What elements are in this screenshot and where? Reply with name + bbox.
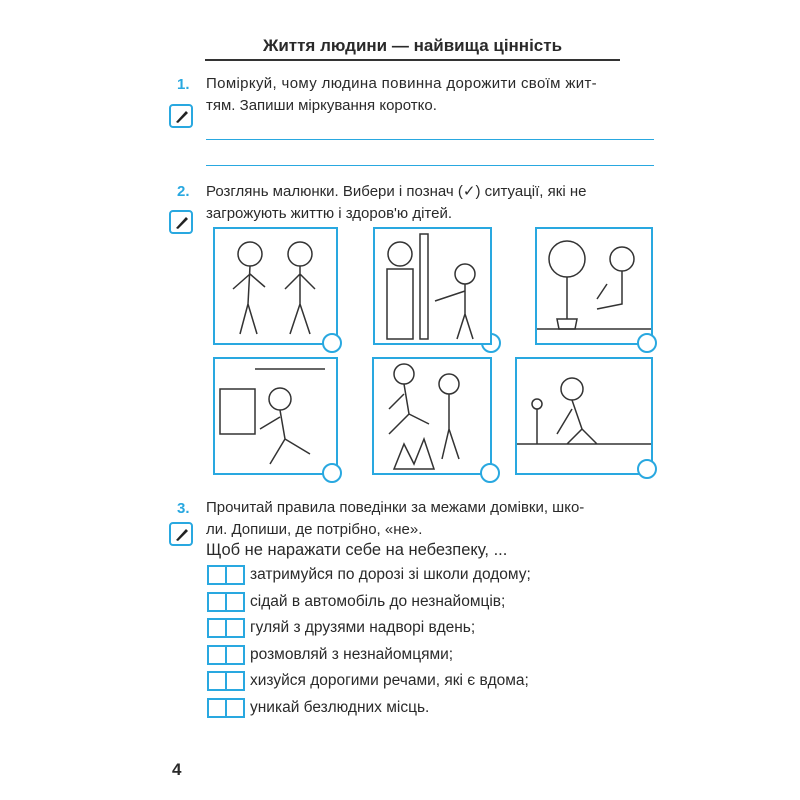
page-number: 4 xyxy=(172,760,182,779)
task-text xyxy=(206,181,586,225)
text-line: Поміркуй, чому людина повинна дорожити своїм жит- xyxy=(206,75,598,92)
picture-children-jumping-fire xyxy=(372,357,492,475)
answer-box[interactable] xyxy=(207,645,245,665)
pencil-icon xyxy=(169,522,193,546)
answer-box[interactable] xyxy=(207,671,245,691)
answer-box[interactable] xyxy=(207,618,245,638)
rule-item xyxy=(207,698,429,718)
check-circle[interactable] xyxy=(637,459,657,479)
answer-line[interactable] xyxy=(206,139,654,140)
pencil-icon xyxy=(169,104,193,128)
task-number: 3. xyxy=(177,500,190,517)
picture-girl-watering-plant xyxy=(535,227,653,345)
picture-children-stomachache xyxy=(213,227,338,345)
text-line: ли. Допиши, де потрібно, «не». xyxy=(206,521,423,538)
task-number: 1. xyxy=(177,76,190,93)
check-circle[interactable] xyxy=(322,333,342,353)
task-text xyxy=(206,73,597,117)
answer-box[interactable] xyxy=(207,698,245,718)
pencil-icon xyxy=(169,210,193,234)
rule-text: розмовляй з незнайомцями; xyxy=(250,646,454,663)
check-circle[interactable] xyxy=(322,463,342,483)
picture-girl-in-garden xyxy=(515,357,653,475)
rule-text: затримуйся по дорозі зі школи додому; xyxy=(250,566,531,583)
answer-line[interactable] xyxy=(206,165,654,166)
task-number: 2. xyxy=(177,183,190,200)
rule-item xyxy=(207,565,531,585)
rule-item xyxy=(207,671,529,691)
picture-stranger-at-door xyxy=(373,227,492,345)
text-line: загрожують життю і здоров'ю дітей. xyxy=(206,205,453,222)
page-title: Життя людини — найвища цінність xyxy=(205,36,620,61)
text-line: Розглянь малюнки. Вибери і познач (✓) ситуації, які не xyxy=(206,183,587,200)
rule-text: уникай безлюдних місць. xyxy=(250,699,430,716)
picture-boy-at-stove xyxy=(213,357,338,475)
task-text xyxy=(206,497,584,541)
check-circle[interactable] xyxy=(637,333,657,353)
rule-item xyxy=(207,645,453,665)
answer-box[interactable] xyxy=(207,592,245,612)
rule-item xyxy=(207,592,505,612)
rules-lead: Щоб не наражати себе на небезпеку, ... xyxy=(206,541,508,559)
answer-box[interactable] xyxy=(207,565,245,585)
rule-text: хизуйся дорогими речами, які є вдома; xyxy=(250,672,529,689)
text-line: Прочитай правила поведінки за межами домівки, шко- xyxy=(206,499,585,516)
rule-item xyxy=(207,618,475,638)
rule-text: сідай в автомобіль до незнайомців; xyxy=(250,593,506,610)
text-line: тям. Запиши міркування коротко. xyxy=(206,97,437,114)
rule-text: гуляй з друзями надворі вдень; xyxy=(250,619,476,636)
check-circle[interactable] xyxy=(480,463,500,483)
